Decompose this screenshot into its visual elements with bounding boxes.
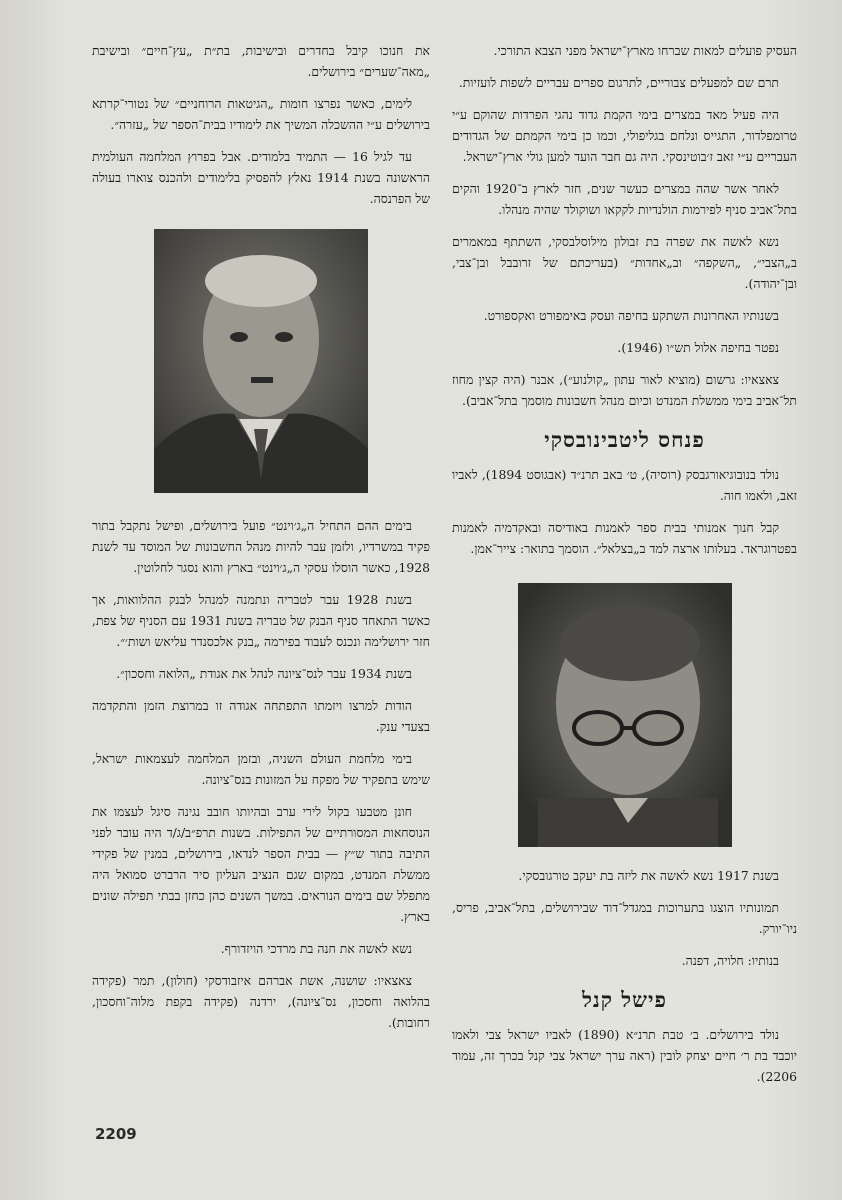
paragraph: בשנותיו האחרונות השתקע בחיפה ועסק באימפורט ואקספורט. xyxy=(483,308,779,323)
paragraph: בשנת 1934 עבר לנס־ציונה לנהל את אגודת „הלואה וחסכון״. xyxy=(116,666,412,681)
paragraph: בשנת 1917 נשא לאשה את ליזה בת יעקב טורגובסקי. xyxy=(518,868,779,883)
paragraph: בשנת 1928 עבר לטבריה ונתמנה למנהל לבנק ההלוואות, אך כאשר התאחד סניף הבנק של טבריה בשנת 1931 עם הסניף של צפת, חזר ירושלימה ונכנס לעבוד בפירמה „בנק אלכסנדר עליאש ושות׳״. xyxy=(92,592,431,649)
paragraph: בימים ההם התחיל ה„ג׳וינט״ פועל בירושלים, ופישל נתקבל בתור פקיד במשרדיו, ולזמן עבר להיות מנהל החשבונות של המוסד עד לשנת 1928, כאשר הוסלו עסקי ה„ג׳וינט״ בארץ והוא נסגר לחלוטין. xyxy=(92,518,430,575)
paragraph: צאצאיו: שושנה, אשת אברהם איזבודסקי (חולון), תמר (פקידה בהלואה וחסכון, נס־ציונה), ירדנה (פקידה בקפת מלוה־וחסכון, רחובות). xyxy=(92,973,430,1030)
paragraph: לאחר אשר שהה במצרים כעשר שנים, חזר לארץ ב־1920 והקים בתל־אביב סניף לפירמות הולנדיות לקקאו ושוקולד שהיה מנהלו. xyxy=(452,181,797,217)
right-column xyxy=(452,40,797,1098)
paragraph: הודות למרצו ויזמתו התפתחה אגודה זו במרוצת הזמן והתקדמה בצעדי ענק. xyxy=(92,698,430,734)
paragraph: עד לגיל 16 — התמיד בלמודים. אבל בפרוץ המלחמה העולמית הראשונה בשנת 1914 נאלץ להפסיק בלימודים ולהכנס צוארו בעולה של הפרנסה. xyxy=(92,149,430,206)
paragraph: נולד בירושלים. ב׳ טבת תרנ״א (1890) לאביו ישראל צבי ולאמו יוכבד בת ר׳ חיים יצחק לובין (ראה ערך ישראל צבי קנל בכרך זה, עמוד 2206). xyxy=(452,1027,797,1084)
paragraph: בנותיו: חלויה, דפנה. xyxy=(681,953,779,968)
entry-heading-kanel: פישל קנל xyxy=(582,987,667,1012)
entry-heading-litvinovsky: פנחס ליטבינובסקי xyxy=(544,427,705,452)
paragraph: את חנוכו קיבל בחדרים ובישיבות, בת״ת „עץ־חיים״ ובישיבת „מאה־שערים״ בירושלים. xyxy=(92,43,430,79)
paragraph: העסיק פועלים למאות שברחו מארץ־ישראל מפני הצבא התורכי. xyxy=(493,43,797,58)
portrait-photo-litvinovsky xyxy=(518,583,732,847)
paragraph: נולד בנובוגיאורגבסק (רוסיה), ט׳ באב תרנ״ד (אבגוסט 1894), לאביו זאב, ולאמו חוה. xyxy=(452,467,797,503)
paragraph: קבל חנוך אמנותי בבית ספר לאמנות באודיסה ובאקדמיה לאמנות בפטרוגראד. בעלותו ארצה למד ב„בצלאל״. הוסמך בתואר: צייר־אמן. xyxy=(452,520,797,556)
paragraph: תרם שם למפעלים צבוריים, לתרגום ספרים עבריים לשפות לועזיות. xyxy=(458,75,779,90)
page-number: 2209 xyxy=(95,1125,137,1143)
paragraph: נשא לאשה את שפרה בת זבולון מילוסלבסקי, השתתף במאמרים ב„הצבי״, „השקפה״ וב„אחדות״ (בעריכתם של זרובבל ובן־צבי, ובן־יהודה). xyxy=(452,234,797,291)
paragraph: נשא לאשה את חנה בת מרדכי הויזדורף. xyxy=(220,941,412,956)
paragraph: נפטר בחיפה אלול תש״ו (1946). xyxy=(617,340,779,355)
paragraph: בימי מלחמת העולם השניה, ובזמן המלחמה לעצמאות ישראל, שימש בתפקיד של מפקח על המזונות בנס־ציונה. xyxy=(92,751,430,787)
left-column xyxy=(92,40,430,1044)
paragraph: צאצאיו: גרשום (מוציא לאור עתון „קולנוע״), אבנר (היה קצין מחוז תל־אביב בימי ממשלת המנדט וכיום מנהל חשבונות מוסמך בתל־אביב). xyxy=(452,372,797,408)
paragraph: תמונותיו הוצגו בתערוכות במגדל־דוד שבירושלים, בתל־אביב, פריס, ניו־יורק. xyxy=(452,900,797,936)
paragraph: חונן מטבעו בקול לירי ערב ובהיותו חובב נגינה סיגל לעצמו את הנוסחאות המסורתיים של התפילות. בשנות תרפ״ב/ג/ד היה עובר לפני התיבה בתור ש״ץ — בבית הספר לנדאו, בירושלים, במנין של פקידי ממשלת המנדט, במקום שגם הנציב העליון סיר הרברט סמואל היה מתפלל שם בימים הנוראים. במשך השנים כהן כחזן בבתי תפילה שונים בארץ. xyxy=(92,804,430,924)
paragraph: היה פעיל מאד במצרים בימי הקמת גדוד נהגי הפרדות שהוקם ע״י טרומפלדור, התגייס ונלחם בגליפולי, וכמו כן בימי הקמתם של הגדודים העבריים ע״י זאב ז׳בוטינסקי. היה גם חבר הועד למען גולי ארץ־ישראל. xyxy=(452,107,797,164)
portrait-photo-kanel xyxy=(154,229,368,493)
paragraph: לימים, כאשר נפרצו חומות „הגיטאות הרוחניים״ של נטורי־קרתא בירושלים ע״י ההשכלה המשיך את לימודיו בבית־הספר של „עזרה״. xyxy=(92,96,430,132)
